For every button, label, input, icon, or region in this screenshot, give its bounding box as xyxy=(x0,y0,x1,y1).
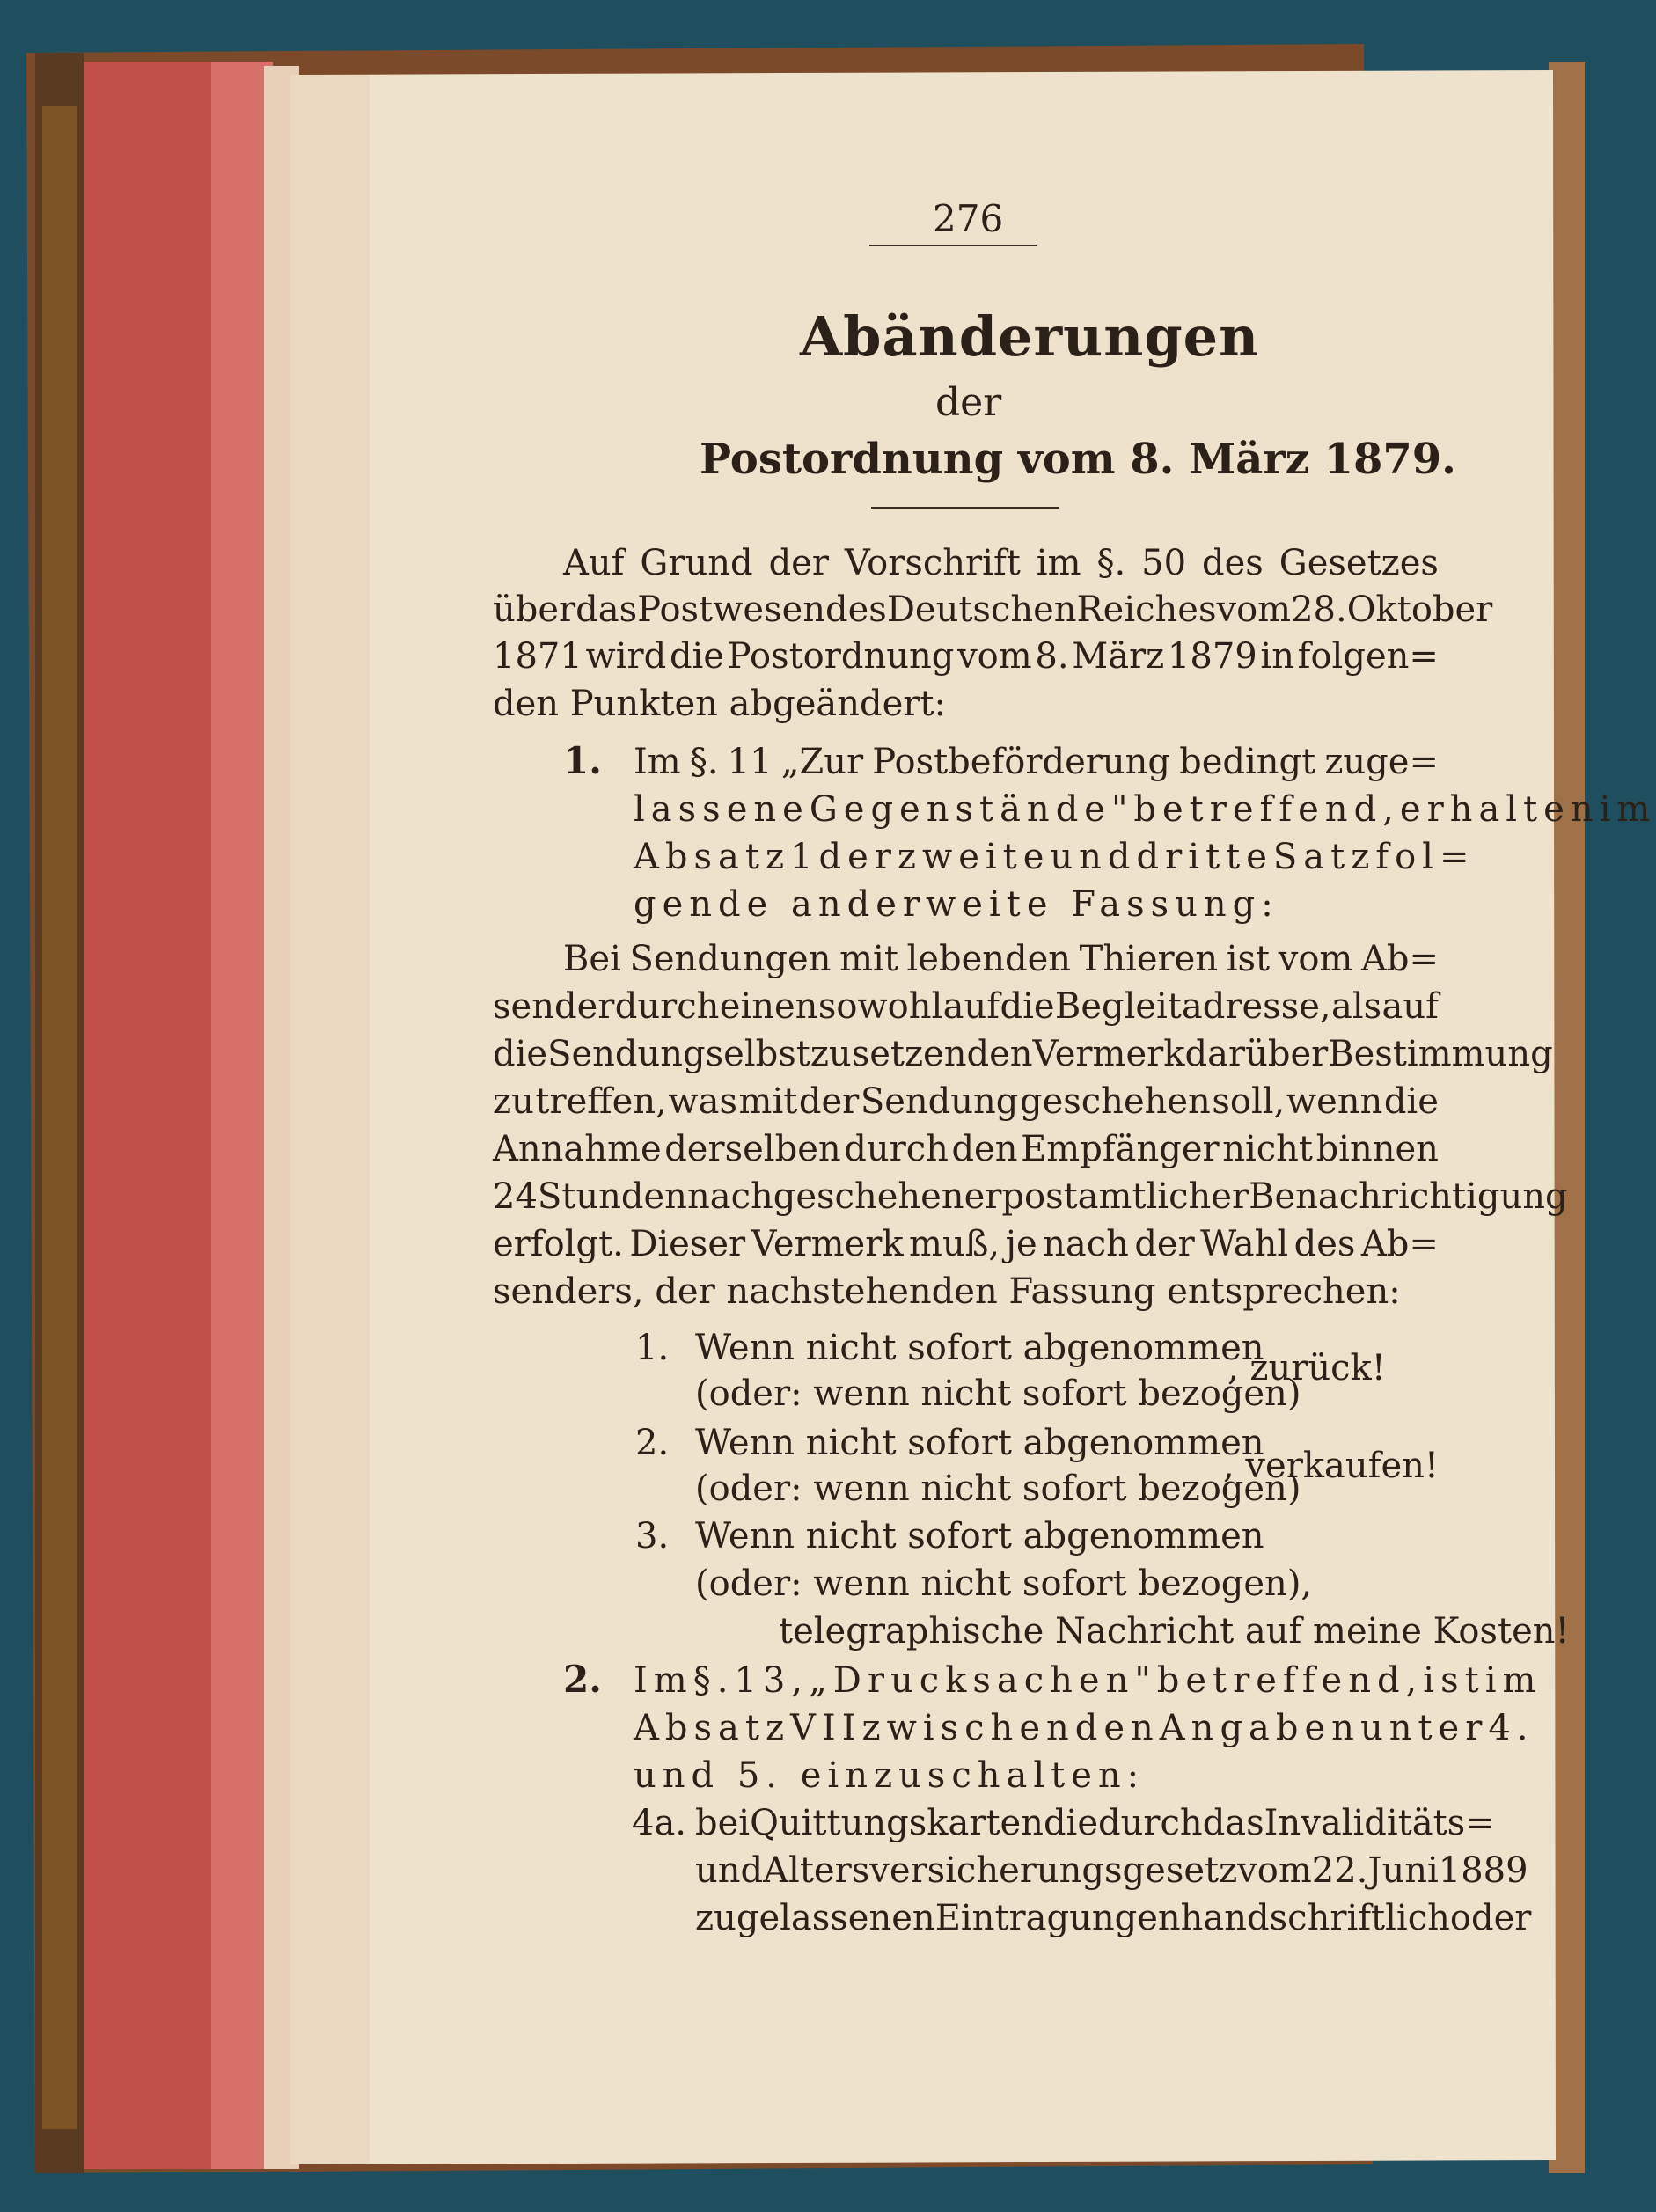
item-2-sub-line-2: und Altersversicherungsgesetz vom 22. Juni 1889 xyxy=(695,1850,1528,1891)
option-2-line-2: (oder: wenn nicht sofort bezogen) xyxy=(695,1469,1301,1509)
item-1-number: 1. xyxy=(563,739,602,782)
item-2-line-1: Im §. 13, „Drucksachen" betreffend, ist im xyxy=(634,1660,1542,1701)
item-2-number: 2. xyxy=(563,1658,602,1701)
option-3-line-3: telegraphische Nachricht auf meine Kosten! xyxy=(779,1611,1570,1652)
option-1-result: , zurück! xyxy=(1227,1348,1386,1388)
title-connector: der xyxy=(935,380,1002,425)
option-3-line-1: Wenn nicht sofort abgenommen xyxy=(695,1516,1264,1556)
item-1-text-5: Annahme derselben durch den Empfänger nicht binnen xyxy=(493,1129,1439,1169)
item-2-sub-line-3: zugelassenen Eintragungen handschriftlich oder xyxy=(695,1898,1532,1938)
item-2-sub-line-1: bei Quittungskarten die durch das Invaliditäts= xyxy=(695,1803,1495,1843)
intro-line-4: den Punkten abgeändert: xyxy=(493,684,946,724)
option-1-line-1: Wenn nicht sofort abgenommen xyxy=(695,1328,1264,1368)
option-3-line-2: (oder: wenn nicht sofort bezogen), xyxy=(695,1564,1313,1604)
page-number: 276 xyxy=(933,197,1004,240)
option-1-line-2: (oder: wenn nicht sofort bezogen) xyxy=(695,1373,1301,1414)
item-1-line-1: Im §. 11 „Zur Postbeförderung bedingt zuge= xyxy=(634,742,1439,782)
page-title: Abänderungen xyxy=(800,304,1260,369)
item-2-sub-number: 4a. xyxy=(632,1803,687,1843)
item-1-text-6: 24 Stunden nach geschehener postamtlicher Benachrichtigung xyxy=(493,1176,1568,1217)
item-2-line-2: Absatz VII zwischen den Angaben unter 4. xyxy=(634,1708,1535,1748)
item-1-text-2: sender durch einen sowohl auf die Begleitadresse, als auf xyxy=(493,986,1439,1027)
item-1-line-3: Absatz 1 der zweite und dritte Satz fol= xyxy=(634,837,1476,877)
item-1-text-1: Bei Sendungen mit lebenden Thieren ist vom Ab= xyxy=(563,939,1439,979)
option-2-number: 2. xyxy=(635,1423,670,1463)
item-1-line-4: gende anderweite Fassung: xyxy=(634,884,1279,925)
intro-line-3: 1871 wird die Postordnung vom 8. März 1879 in folgen= xyxy=(493,636,1439,677)
option-2-result: , verkaufen! xyxy=(1223,1446,1439,1486)
title-rule xyxy=(871,507,1059,509)
item-1-text-7: erfolgt. Dieser Vermerk muß, je nach der Wahl des Ab= xyxy=(493,1224,1439,1264)
page-subtitle: Postordnung vom 8. März 1879. xyxy=(700,435,1456,484)
item-1-line-2: lassene Gegenstände" betreffend, erhalten im xyxy=(634,789,1656,830)
option-1-number: 1. xyxy=(635,1328,670,1368)
top-rule xyxy=(869,245,1037,246)
item-2-line-3: und 5. einzuschalten: xyxy=(634,1755,1146,1796)
item-1-text-8: senders, der nachstehenden Fassung entsprechen: xyxy=(493,1271,1401,1312)
option-2-line-1: Wenn nicht sofort abgenommen xyxy=(695,1423,1264,1463)
intro-line-2: über das Postwesen des Deutschen Reiches vom 28. Oktober xyxy=(493,590,1493,630)
intro-line-1: Auf Grund der Vorschrift im §. 50 des Gesetzes xyxy=(563,543,1439,583)
item-1-text-3: die Sendung selbst zu setzenden Vermerk darüber Bestimmung xyxy=(493,1034,1553,1074)
item-1-text-4: zu treffen, was mit der Sendung geschehen soll, wenn die xyxy=(493,1081,1439,1122)
option-3-number: 3. xyxy=(635,1516,670,1556)
